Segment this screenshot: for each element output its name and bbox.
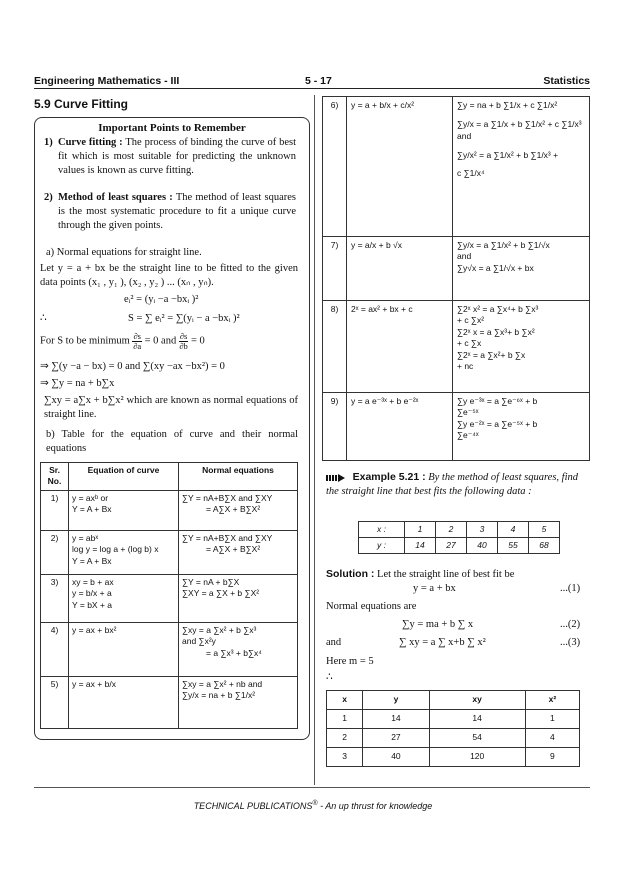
equation-1: y = a + bx <box>413 583 456 594</box>
example-5-21 <box>326 470 582 499</box>
x-value: 1 <box>405 522 436 538</box>
table-row <box>327 710 580 729</box>
section-title: 5.9 Curve Fitting <box>34 97 129 111</box>
col-normal-equations: Normal equations <box>179 463 298 491</box>
y-value: 27 <box>436 538 467 554</box>
computation-table <box>326 690 580 767</box>
row-equation: y = axᵇ or Y = A + Bx <box>69 490 179 530</box>
page-footer <box>0 799 626 812</box>
curve-equations-table <box>40 462 298 729</box>
minimum-mid: = 0 and <box>144 335 177 347</box>
header-rule <box>34 88 590 89</box>
cell: 3 <box>327 748 363 767</box>
point-text: The method of least squares is the most systematic procedure to fit a unique curve through the given points. <box>58 192 297 232</box>
x-label: x : <box>359 522 405 538</box>
row-normal: ∑y e⁻³ˣ = a ∑e⁻⁶ˣ + b ∑e⁻⁵ˣ ∑y e⁻²ˣ = a ∑e⁻⁵ˣ + b ∑e⁻⁴ˣ <box>453 393 590 461</box>
point-number: 1) <box>44 137 53 148</box>
col-sr: Sr. No. <box>41 463 69 491</box>
footer-rule <box>34 787 590 788</box>
table-header-row <box>327 691 580 710</box>
row-equation: 2ˣ = ax² + bx + c <box>347 301 453 393</box>
row-equation: y = ax + b/x <box>69 676 179 728</box>
cell: 54 <box>429 729 525 748</box>
table-row <box>41 676 298 728</box>
point-term: Curve fitting : <box>58 137 123 148</box>
minimum-end: = 0 <box>190 335 205 347</box>
solution-line <box>326 567 586 582</box>
point-text: The process of binding the curve of best fit which is most suitable for predicting the unknown values is known as curve fitting. <box>58 137 297 177</box>
normal-eq-heading: a) Normal equations for straight line. <box>46 247 202 258</box>
row-sr: 3) <box>41 574 69 622</box>
therefore-symbol: ∴ <box>326 672 333 683</box>
curve-equations-table-continued <box>322 96 590 461</box>
row-sr: 6) <box>323 97 347 237</box>
and-word: and <box>326 637 342 648</box>
table-header-row <box>41 463 298 491</box>
normal-equations-text: Normal equations are <box>326 601 417 612</box>
point-curve-fitting <box>44 136 297 179</box>
cell: 14 <box>363 710 429 729</box>
implication-3: ∑xy = a∑x + b∑x² which are known as normal equations of straight line. <box>44 395 298 421</box>
minimum-condition <box>40 332 205 350</box>
row-sr: 7) <box>323 237 347 301</box>
point-number: 2) <box>44 192 53 203</box>
table-heading: b) Table for the equation of curve and their normal equations <box>46 429 298 455</box>
cell: 9 <box>525 748 579 767</box>
row-equation: y = a e⁻³ˣ + b e⁻²ˣ <box>347 393 453 461</box>
solution-label: Solution : <box>326 568 375 580</box>
x-value: 4 <box>498 522 529 538</box>
example-label: Example 5.21 : <box>352 471 426 483</box>
x-value: 5 <box>529 522 560 538</box>
col-x: x <box>327 691 363 710</box>
col-x2: x² <box>525 691 579 710</box>
col-xy: xy <box>429 691 525 710</box>
straight-line-intro: Let y = a + bx be the straight line to be fitted to the given data points (x₁ , y₁ ), (x₂ , y₂ ) ... (xₙ , yₙ). <box>40 263 298 289</box>
equation-2-number: ...(2) <box>560 619 581 630</box>
example-data-table <box>358 521 560 554</box>
x-value: 3 <box>467 522 498 538</box>
table-row <box>41 574 298 622</box>
table-row <box>41 490 298 530</box>
partial-s-a: $\frac{\partial s}{\partial a}$ <box>133 331 142 351</box>
footer-registered: ® <box>312 800 318 807</box>
table-row <box>323 393 590 461</box>
y-value: 68 <box>529 538 560 554</box>
row-sr: 1) <box>41 490 69 530</box>
column-divider <box>314 95 315 785</box>
table-row <box>41 530 298 574</box>
cell: 1 <box>525 710 579 729</box>
cell: 14 <box>429 710 525 729</box>
minimum-text: For S to be minimum <box>40 335 130 347</box>
row-normal: ∑xy = a ∑x² + b ∑x³ and ∑x²y = a ∑x³ + b∑x⁴ <box>179 622 298 676</box>
data-row-y <box>359 538 560 554</box>
equation-1-number: ...(1) <box>560 583 581 594</box>
table-row <box>327 729 580 748</box>
x-value: 2 <box>436 522 467 538</box>
row-equation: y = ax + bx² <box>69 622 179 676</box>
here-m: Here m = 5 <box>326 656 374 667</box>
row-normal: ∑Y = nA + b∑X ∑XY = a ∑X + b ∑X² <box>179 574 298 622</box>
equation-3: ∑ xy = a ∑ x+b ∑ x² <box>399 637 486 648</box>
y-label: y : <box>359 538 405 554</box>
y-value: 55 <box>498 538 529 554</box>
equation-3-number: ...(3) <box>560 637 581 648</box>
header-chapter: Statistics <box>543 75 590 87</box>
col-y: y <box>363 691 429 710</box>
implication-2: ⇒ ∑y = na + b∑x <box>40 378 115 389</box>
arrow-icon <box>326 474 346 482</box>
error-equation: eᵢ² = (yᵢ −a −bxᵢ )² <box>124 294 199 305</box>
footer-brand: TECHNICAL PUBLICATIONS <box>193 801 313 811</box>
therefore-symbol: ∴ <box>40 313 47 324</box>
row-normal: ∑y = na + b ∑1/x + c ∑1/x² ∑y/x = a ∑1/x + b ∑1/x² + c ∑1/x³ and ∑y/x² = a ∑1/x² + b ∑1/x³ + c ∑1/x⁴ <box>453 97 590 237</box>
header-book-title: Engineering Mathematics - III <box>34 75 180 87</box>
row-normal: ∑xy = a ∑x² + nb and ∑y/x = na + b ∑1/x² <box>179 676 298 728</box>
row-normal: ∑Y = nA+B∑X and ∑XY = A∑X + B∑X² <box>179 530 298 574</box>
row-sr: 8) <box>323 301 347 393</box>
row-equation: y = abˣ log y = log a + (log b) x Y = A + Bx <box>69 530 179 574</box>
y-value: 40 <box>467 538 498 554</box>
row-normal: ∑y/x = a ∑1/x² + b ∑1/√x and ∑y√x = a ∑1/√x + bx <box>453 237 590 301</box>
partial-s-b: $\frac{\partial s}{\partial b}$ <box>179 331 188 351</box>
row-sr: 4) <box>41 622 69 676</box>
cell: 2 <box>327 729 363 748</box>
row-normal: ∑2ˣ x² = a ∑x⁴+ b ∑x³ + c ∑x² ∑2ˣ x = a ∑x³+ b ∑x² + c ∑x ∑2ˣ = a ∑x²+ b ∑x + nc <box>453 301 590 393</box>
implication-1: ⇒ ∑(y −a − bx) = 0 and ∑(xy −ax −bx²) = 0 <box>40 361 225 372</box>
cell: 27 <box>363 729 429 748</box>
col-equation: Equation of curve <box>69 463 179 491</box>
cell: 40 <box>363 748 429 767</box>
row-equation: y = a/x + b √x <box>347 237 453 301</box>
sum-squares-equation: S = ∑ eᵢ² = ∑(yᵢ − a −bxᵢ )² <box>128 313 240 324</box>
row-sr: 2) <box>41 530 69 574</box>
y-value: 14 <box>405 538 436 554</box>
row-sr: 5) <box>41 676 69 728</box>
row-equation: y = a + b/x + c/x² <box>347 97 453 237</box>
solution-text: Let the straight line of best fit be <box>377 569 515 580</box>
footer-tagline: - An up thrust for knowledge <box>317 801 433 811</box>
table-row <box>323 237 590 301</box>
data-row-x <box>359 522 560 538</box>
point-least-squares <box>44 191 297 234</box>
cell: 1 <box>327 710 363 729</box>
cell: 120 <box>429 748 525 767</box>
header-page-number: 5 - 17 <box>305 75 332 87</box>
row-equation: xy = b + ax y = b/x + a Y = bX + a <box>69 574 179 622</box>
important-points-title: Important Points to Remember <box>98 122 246 134</box>
equation-2: ∑y = ma + b ∑ x <box>402 619 474 630</box>
table-row <box>323 97 590 237</box>
cell: 4 <box>525 729 579 748</box>
table-row <box>327 748 580 767</box>
table-row <box>41 622 298 676</box>
example-text: By the method of least squares, find the straight line that best fits the following data : <box>326 472 579 498</box>
point-term: Method of least squares : <box>58 192 173 203</box>
table-row <box>323 301 590 393</box>
row-normal: ∑Y = nA+B∑X and ∑XY = A∑X + B∑X² <box>179 490 298 530</box>
row-sr: 9) <box>323 393 347 461</box>
